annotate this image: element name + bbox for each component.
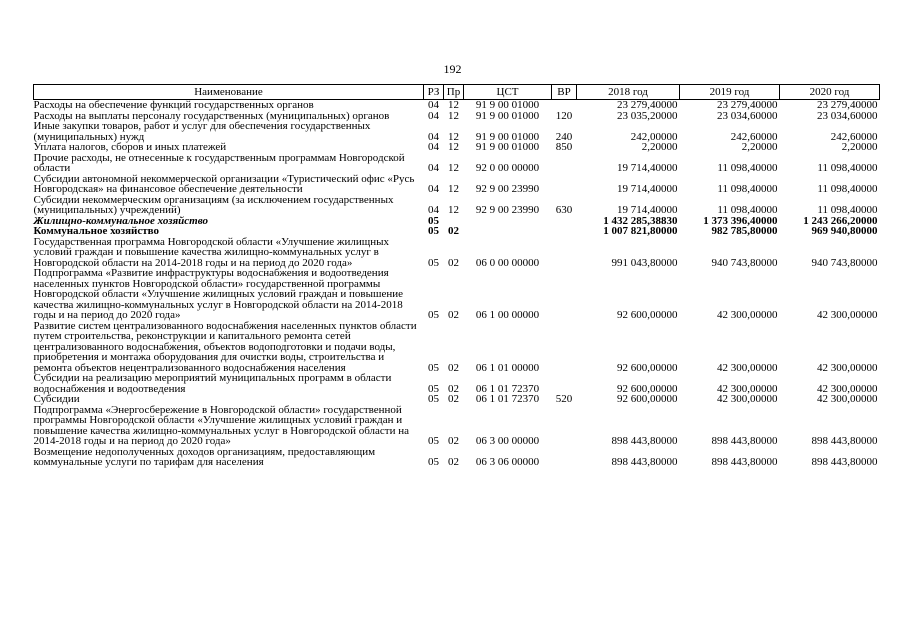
- cell-pr: 12: [448, 141, 459, 153]
- cell-cst: 91 9 00 01000: [475, 141, 540, 153]
- cell-cst: 06 1 01 72370: [475, 393, 540, 405]
- cell-rz: 05: [428, 309, 439, 321]
- cell-name: Прочие расходы, не отнесенные к государственным программам Новгородской области: [33, 151, 405, 174]
- cell-rz: 04: [428, 204, 439, 216]
- cell-pr: 12: [448, 109, 459, 122]
- cell-rz: 05: [428, 393, 439, 405]
- cell-pr: 02: [448, 435, 459, 447]
- cell-name: Подпрограмма «Развитие инфраструктуры водоснабжения и водоотведения населенных пунктов Новгородской области» государственной программы Новгородской области «Улучшение жилищных условий граждан и повышение качества жилищно-коммунальных услуг в Новгородской области на 2014-2018 годы и на период до 2020 года»: [33, 267, 403, 321]
- cell-2019: 42 300,00000: [717, 393, 778, 405]
- cell-2020: 42 300,00000: [817, 361, 878, 374]
- cell-2019: 23 279,40000: [717, 99, 778, 111]
- cell-rz: 04: [428, 183, 439, 195]
- cell-2018: 242,00000: [630, 130, 678, 143]
- cell-rz: 05: [428, 435, 439, 447]
- cell-pr: 02: [448, 382, 459, 395]
- cell-name: Субсидии автономной некоммерческой организации «Туристический офис «Русь Новгородская» на финансовое обеспечение деятельности: [33, 172, 415, 195]
- cell-pr: 02: [448, 393, 459, 405]
- table-row: [34, 321, 880, 374]
- cell-vr: [552, 216, 577, 227]
- cell-rz: 04: [428, 99, 439, 111]
- cell-rz: 05: [428, 382, 439, 395]
- cell-vr: [552, 100, 577, 111]
- cell-pr: 02: [448, 361, 459, 374]
- header-rz: РЗ: [424, 85, 444, 100]
- cell-cst: 06 1 01 00000: [475, 361, 540, 374]
- cell-2020: 11 098,40000: [817, 204, 878, 216]
- cell-2020: 42 300,00000: [817, 309, 878, 321]
- table-row: [34, 100, 880, 111]
- header-2019: 2019 год: [680, 85, 780, 100]
- cell-2019: 2,20000: [741, 141, 778, 153]
- cell-2019: 23 034,60000: [717, 109, 778, 122]
- table-row: [34, 174, 880, 195]
- cell-2018: 19 714,40000: [617, 204, 678, 216]
- cell-name: Развитие систем централизованного водоснабжения населенных пунктов области путем строительства, реконструкции и капитального ремонта сетей централизованного водоснабжения, объектов водоподготовки и подачи воды, приобретения и монтажа оборудования для очистки воды, строительства и ремонта объектов нецентрализованного водоснабжения населения: [33, 319, 417, 374]
- cell-2020: 969 940,80000: [811, 225, 878, 237]
- table-row: [34, 405, 880, 447]
- table-row: [34, 226, 880, 237]
- cell-2019: 11 098,40000: [717, 204, 778, 216]
- cell-name: Возмещение недополученных доходов организациям, предоставляющим коммунальные услуги по тарифам для населения: [33, 445, 376, 468]
- cell-cst: [464, 216, 552, 227]
- cell-2018: 92 600,00000: [617, 393, 678, 405]
- cell-vr: 630: [555, 204, 573, 216]
- cell-cst: [464, 226, 552, 237]
- cell-name: Субсидии некоммерческим организациям (за исключением государственных (муниципальных) учреждений): [33, 193, 394, 216]
- table-row: [34, 447, 880, 468]
- cell-vr: [552, 237, 577, 269]
- cell-2018: 23 035,20000: [617, 109, 678, 122]
- cell-vr: [552, 226, 577, 237]
- cell-2020: 898 443,80000: [811, 456, 878, 468]
- cell-rz: 05: [428, 256, 439, 269]
- table-body: [34, 100, 880, 468]
- cell-cst: 91 9 00 01000: [475, 99, 540, 111]
- cell-vr: [552, 174, 577, 195]
- cell-cst: 06 0 00 00000: [475, 256, 540, 269]
- cell-2020: 2,20000: [841, 141, 878, 153]
- cell-rz: 04: [428, 109, 439, 122]
- cell-2019: 1 373 396,40000: [703, 214, 778, 227]
- cell-vr: [552, 373, 577, 394]
- cell-2019: 242,60000: [730, 130, 778, 143]
- cell-name: Иные закупки товаров, работ и услуг для обеспечения государственных (муниципальных) нужд: [33, 120, 371, 143]
- cell-pr: 02: [448, 456, 459, 468]
- cell-rz: 05: [428, 225, 439, 237]
- cell-cst: 92 9 00 23990: [475, 183, 540, 195]
- cell-2018: 1 007 821,80000: [603, 225, 678, 237]
- cell-2020: 23 279,40000: [817, 99, 878, 111]
- cell-vr: 120: [555, 109, 573, 122]
- cell-cst: 92 0 00 00000: [475, 162, 540, 174]
- cell-cst: 92 9 00 23990: [475, 204, 540, 216]
- cell-rz: 05: [428, 456, 439, 468]
- cell-2019: 898 443,80000: [711, 456, 778, 468]
- cell-2018: 991 043,80000: [611, 256, 678, 269]
- cell-vr: [552, 447, 577, 468]
- table-row: [34, 142, 880, 153]
- cell-2020: 898 443,80000: [811, 435, 878, 447]
- cell-name: Подпрограмма «Энергосбережение в Новгородской области» государственной программы Новгородской области «Улучшение жилищных условий граждан и повышение качества жилищно-коммунальных услуг в Новгородской области на 2014-2018 годы и на период до 2020 года»: [33, 403, 410, 447]
- cell-2020: 11 098,40000: [817, 162, 878, 174]
- cell-vr: 520: [555, 393, 573, 405]
- cell-pr: 12: [448, 162, 459, 174]
- cell-vr: [552, 405, 577, 447]
- cell-2019: 11 098,40000: [717, 162, 778, 174]
- cell-2018: 19 714,40000: [617, 162, 678, 174]
- cell-name: Расходы на обеспечение функций государственных органов: [33, 99, 314, 111]
- cell-2020: 11 098,40000: [817, 183, 878, 195]
- cell-vr: [552, 268, 577, 321]
- cell-rz: 05: [428, 361, 439, 374]
- table-row: [34, 153, 880, 174]
- cell-2020: 1 243 266,20000: [803, 214, 878, 227]
- header-name: Наименование: [34, 85, 424, 100]
- cell-2019: 42 300,00000: [717, 361, 778, 374]
- header-2018: 2018 год: [577, 85, 680, 100]
- cell-cst: 91 9 00 01000: [475, 130, 540, 143]
- cell-2018: 1 432 285,38830: [603, 214, 678, 227]
- cell-pr: 02: [448, 256, 459, 269]
- cell-rz: 04: [428, 162, 439, 174]
- table-row: [34, 394, 880, 405]
- table-row: [34, 121, 880, 142]
- cell-2018: 19 714,40000: [617, 183, 678, 195]
- cell-pr: 12: [448, 99, 459, 111]
- table-row: [34, 373, 880, 394]
- cell-2019: 898 443,80000: [711, 435, 778, 447]
- cell-2018: 898 443,80000: [611, 435, 678, 447]
- budget-table: [33, 84, 880, 468]
- cell-name: Коммунальное хозяйство: [33, 225, 160, 237]
- cell-cst: 06 3 06 00000: [475, 456, 540, 468]
- cell-2018: 92 600,00000: [617, 309, 678, 321]
- table-row: [34, 195, 880, 216]
- cell-name: Государственная программа Новгородской области «Улучшение жилищных условий граждан и повышение качества жилищно-коммунальных услуг в Новгородской области на 2014-2018 годы и на период до 2020 года»: [33, 235, 390, 269]
- cell-2018: 23 279,40000: [617, 99, 678, 111]
- header-2020: 2020 год: [780, 85, 880, 100]
- cell-name: Субсидии на реализацию мероприятий муниципальных программ в области водоснабжения и водоотведения: [33, 372, 392, 395]
- cell-vr: 850: [555, 141, 573, 153]
- cell-name: Уплата налогов, сборов и иных платежей: [33, 141, 227, 153]
- cell-rz: 04: [428, 130, 439, 143]
- cell-name: Жилищно-коммунальное хозяйство: [33, 214, 208, 227]
- cell-2019: 11 098,40000: [717, 183, 778, 195]
- table-row: [34, 268, 880, 321]
- cell-name: Субсидии: [33, 393, 80, 405]
- table-row: [34, 237, 880, 269]
- cell-2018: 92 600,00000: [617, 382, 678, 395]
- cell-pr: 02: [448, 309, 459, 321]
- cell-pr: 12: [448, 130, 459, 143]
- cell-2020: 42 300,00000: [817, 382, 878, 395]
- cell-2019: 982 785,80000: [711, 225, 778, 237]
- cell-pr: 12: [448, 183, 459, 195]
- cell-rz: 04: [428, 141, 439, 153]
- cell-cst: 06 3 00 00000: [475, 435, 540, 447]
- page-number: 192: [443, 62, 462, 76]
- header-vr: ВР: [552, 85, 577, 100]
- cell-2020: 23 034,60000: [817, 109, 878, 122]
- header-cst: ЦСТ: [464, 85, 552, 100]
- cell-vr: [552, 321, 577, 374]
- cell-pr: 02: [448, 225, 459, 237]
- cell-vr: 240: [555, 130, 573, 143]
- cell-cst: 91 9 00 01000: [475, 109, 540, 122]
- table-header-row: [34, 85, 880, 100]
- cell-rz: 05: [428, 214, 439, 227]
- cell-vr: [552, 153, 577, 174]
- cell-2018: 2,20000: [641, 141, 678, 153]
- cell-2019: 42 300,00000: [717, 309, 778, 321]
- cell-2018: 898 443,80000: [611, 456, 678, 468]
- cell-2020: 42 300,00000: [817, 393, 878, 405]
- cell-2018: 92 600,00000: [617, 361, 678, 374]
- cell-cst: 06 1 00 00000: [475, 309, 540, 321]
- cell-2019: 42 300,00000: [717, 382, 778, 395]
- cell-2019: 940 743,80000: [711, 256, 778, 269]
- cell-2020: 242,60000: [830, 130, 878, 143]
- cell-2020: 940 743,80000: [811, 256, 878, 269]
- header-pr: Пр: [444, 85, 464, 100]
- cell-cst: 06 1 01 72370: [475, 382, 540, 395]
- cell-name: Расходы на выплаты персоналу государственных (муниципальных) органов: [33, 109, 390, 122]
- cell-pr: 12: [448, 204, 459, 216]
